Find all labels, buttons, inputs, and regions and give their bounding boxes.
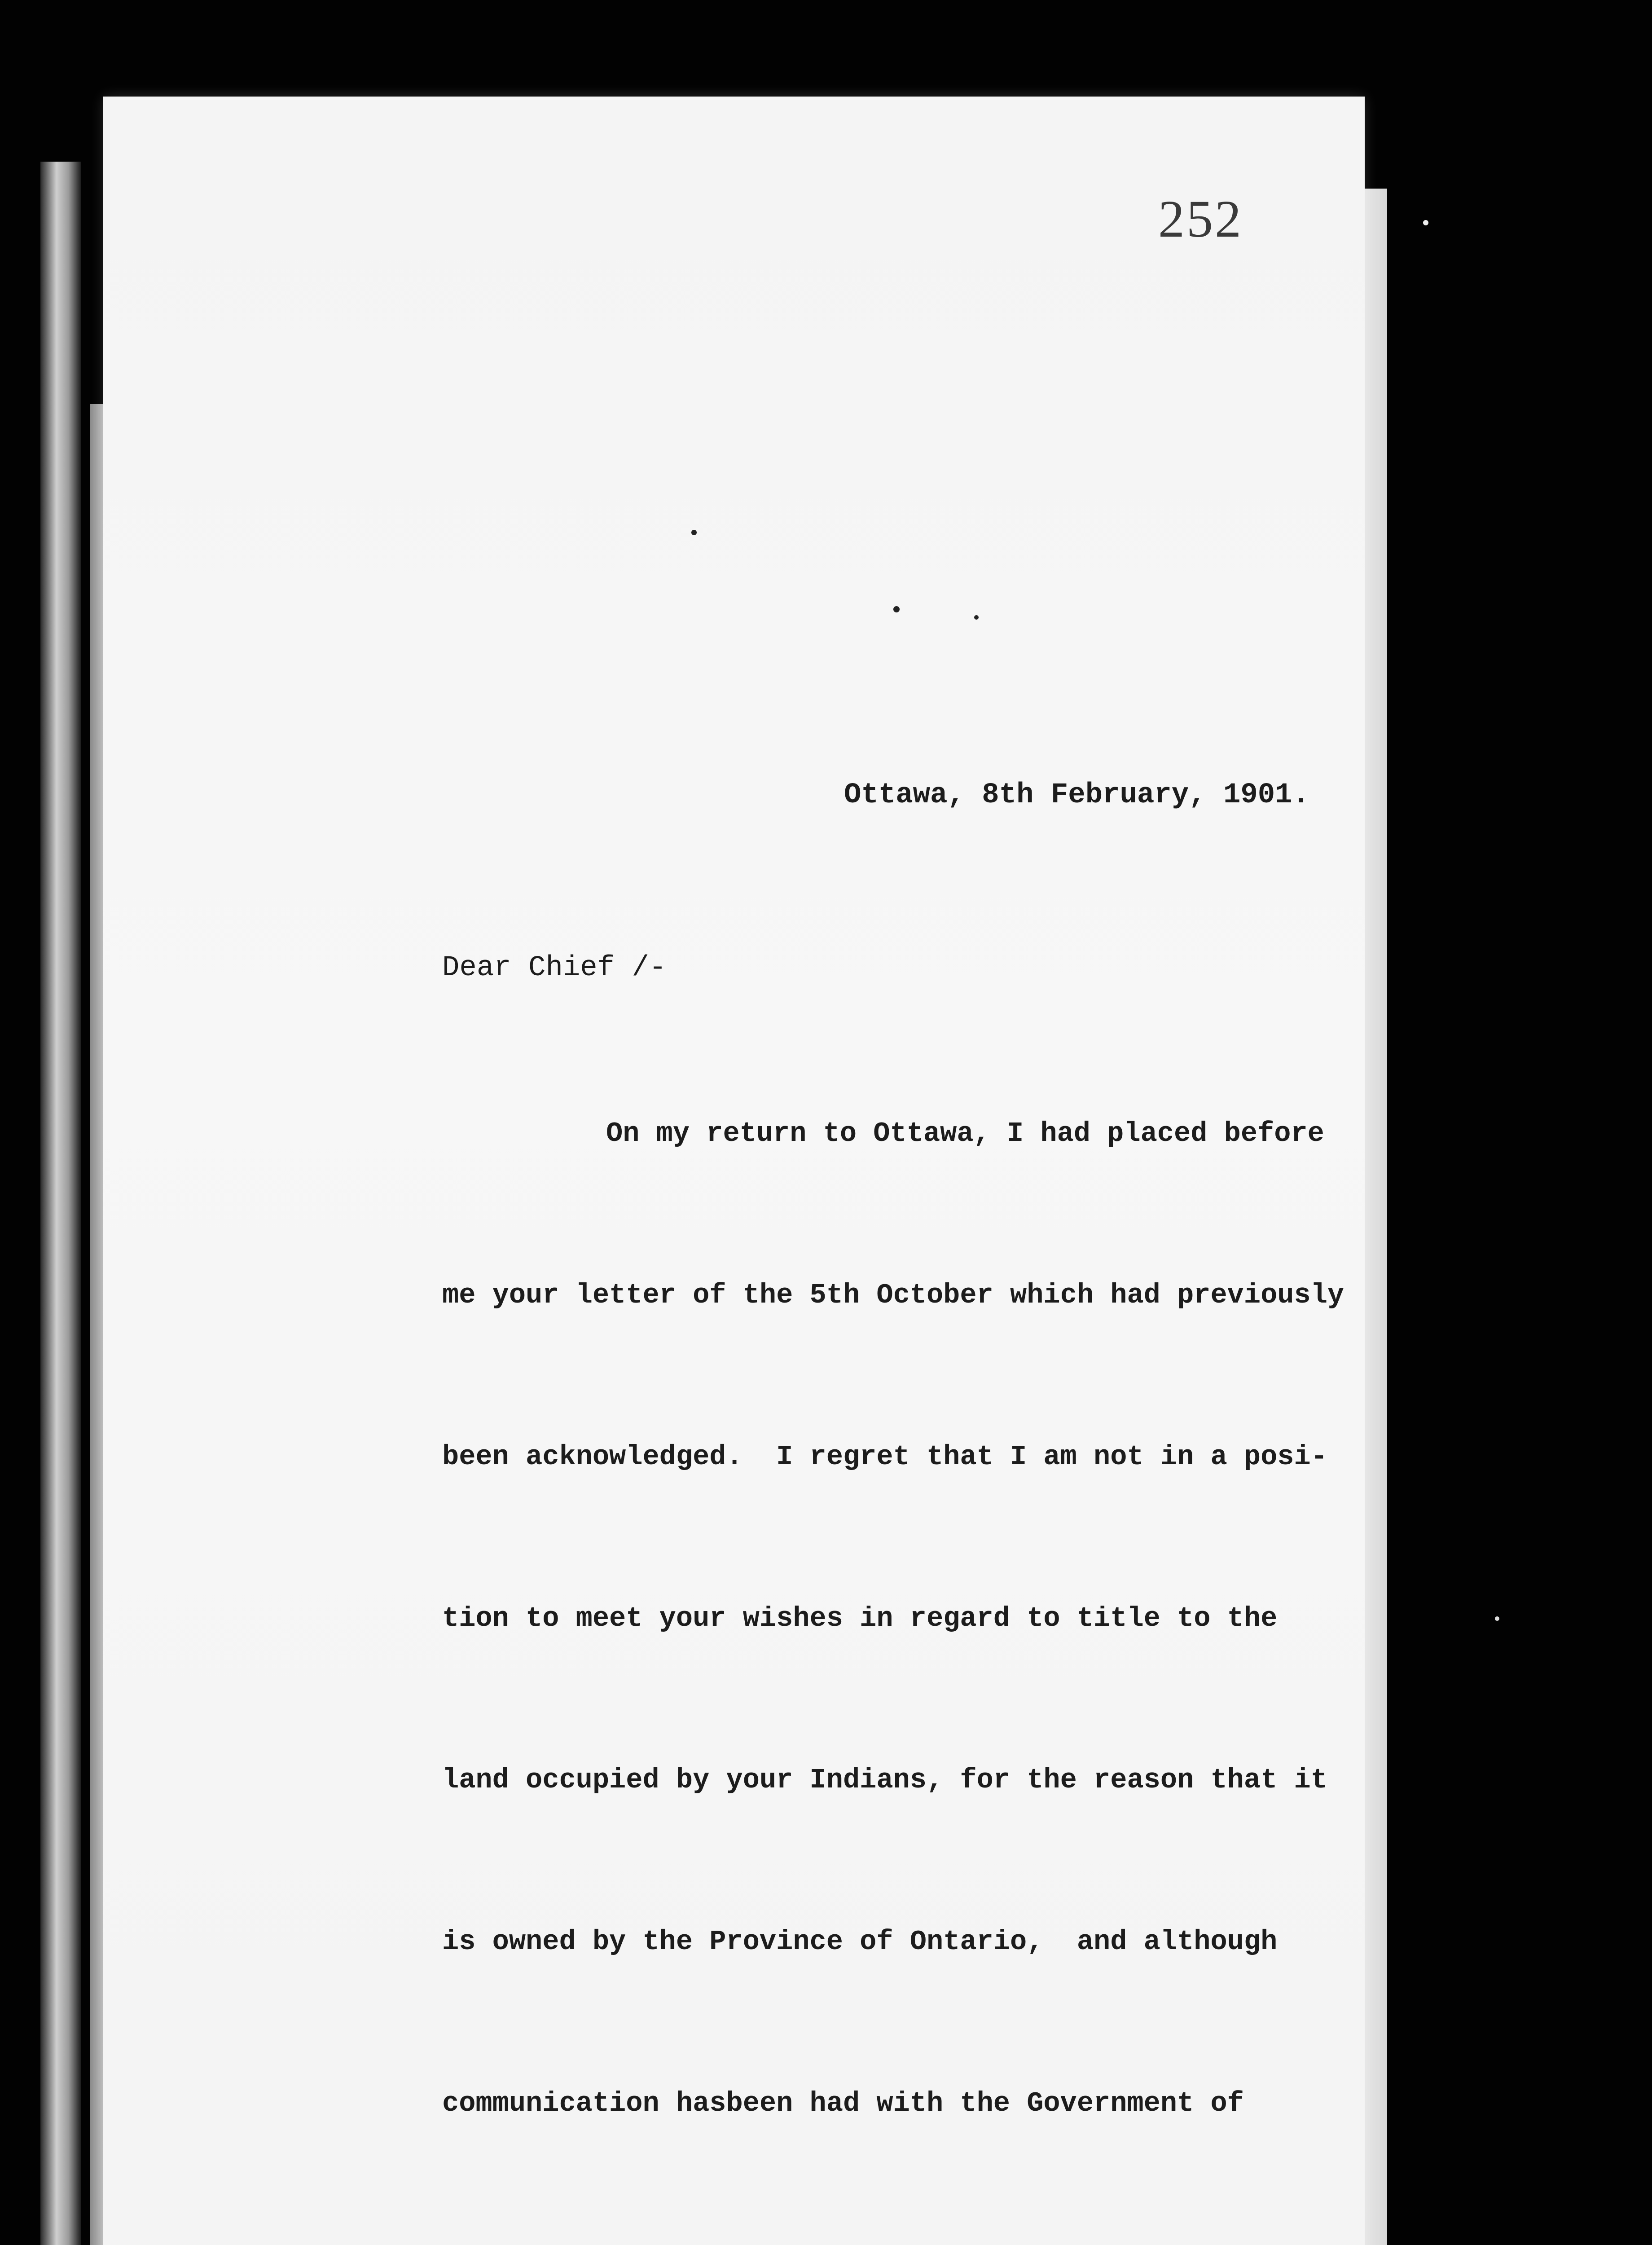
letter-line xyxy=(442,2238,1331,2245)
dust-speck xyxy=(1423,220,1428,225)
letter-date-line: Ottawa, 8th February, 1901. xyxy=(844,779,1309,811)
letter-body xyxy=(442,999,1344,2245)
dust-speck xyxy=(1495,1616,1499,1621)
letter-line: me your letter of the 5th October which had previously xyxy=(442,1279,1344,1311)
dust-speck xyxy=(691,530,697,535)
letter-line: land occupied by your Indians, for the reason that it xyxy=(442,1764,1327,1796)
film-edge-strip xyxy=(40,162,81,2245)
letter-line: On my return to Ottawa, I had placed before xyxy=(606,1118,1324,1149)
letter-salutation: Dear Chief /- xyxy=(442,952,667,984)
letter-line: tion to meet your wishes in regard to title to the xyxy=(442,1602,1278,1634)
letter-line: been acknowledged. I regret that I am not in a posi- xyxy=(442,1441,1327,1473)
letter-line: communication hasbeen had with the Government of xyxy=(442,2087,1244,2119)
page-number: 252 xyxy=(1158,189,1243,248)
dust-speck xyxy=(893,606,900,612)
dust-speck xyxy=(974,615,979,620)
letter-line: is owned by the Province of Ontario, and although xyxy=(442,1926,1278,1958)
